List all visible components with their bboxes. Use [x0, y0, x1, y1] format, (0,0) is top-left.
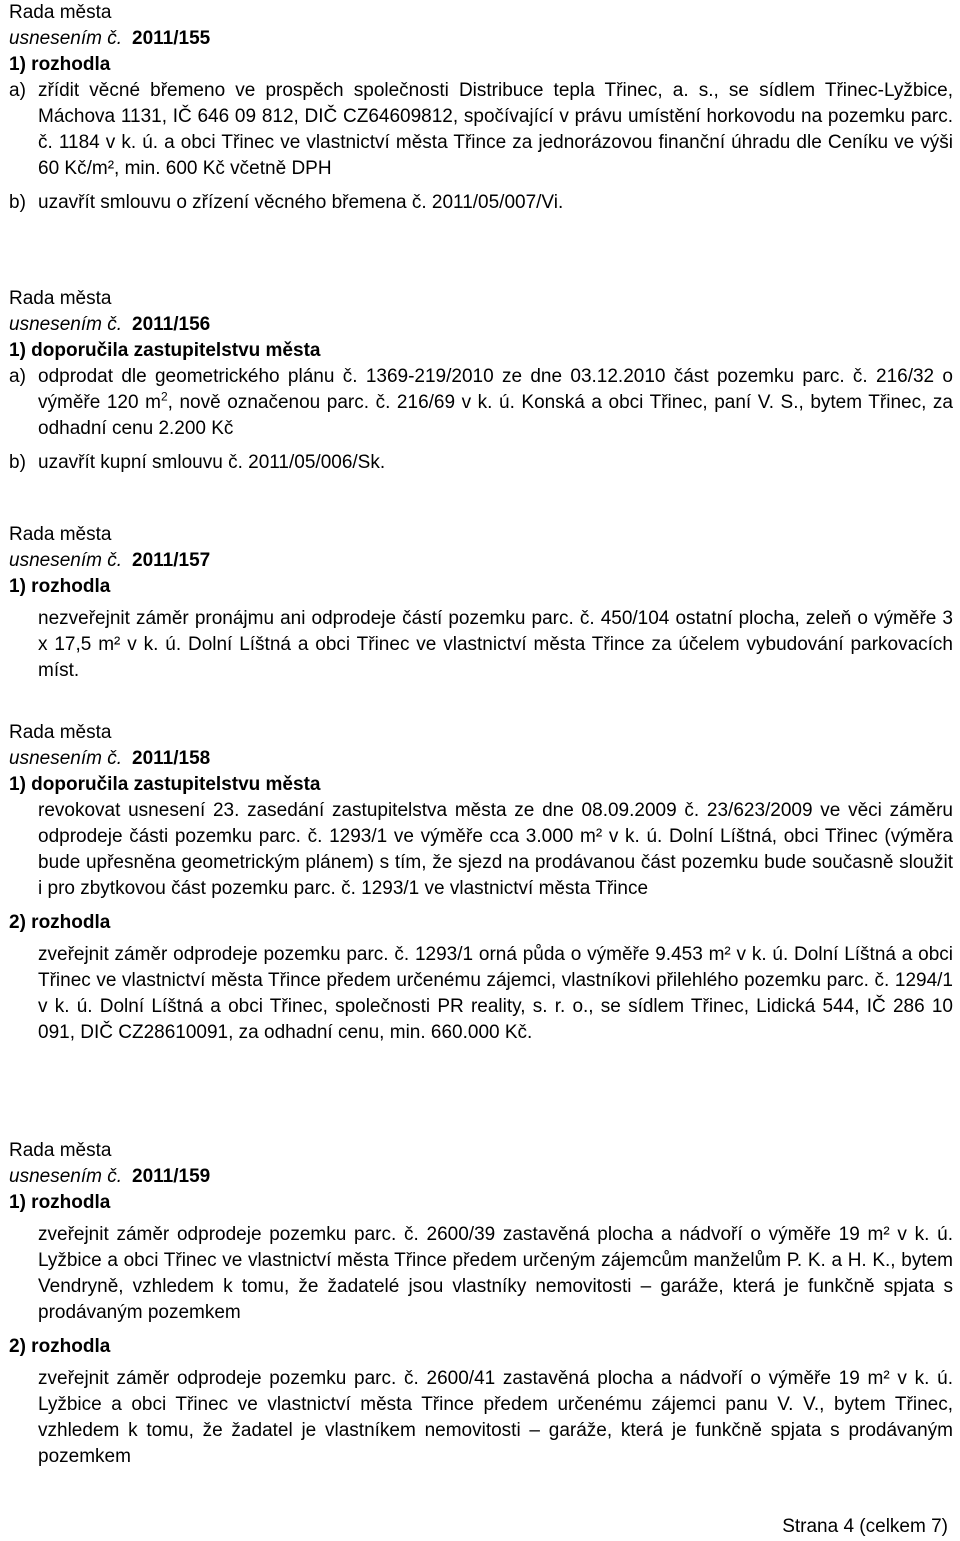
item-text: uzavřít smlouvu o zřízení věcného břemena č. 2011/05/007/Vi. — [38, 192, 564, 213]
item-text: zřídit věcné břemeno ve prospěch společnosti Distribuce tepla Třinec, a. s., se sídlem Třinec-Lyžbice, Máchova 1131, IČ 646 09 812, DIČ CZ64609812, spočívající v právu umístění horkovodu na pozemku parc. č. 1184 v k. ú. a obci Třinec ve vlastnictví města Třince za jednorázovou finanční úhradu dle Ceníku ve výši 60 Kč/m², min. 600 Kč včetně DPH — [38, 80, 953, 179]
resolution-number: usnesením č. 2011/159 — [9, 1166, 211, 1187]
council-label: Rada města — [9, 722, 112, 743]
decision-text: zveřejnit záměr odprodeje pozemku parc. č. 1293/1 orná půda o výměře 9.453 m² v k. ú. Dolní Líštná a obci Třinec ve vlastnictví města Třince předem určenému zájemci, vlastníkovi přilehlého pozemku parc. č. 1294/1 v k. ú. Dolní Líštná a obci Třinec, společnosti PR reality, s. r. o., se sídlem Třinec, Lidická 544, IČ 286 10 091, DIČ CZ28610091, za odhadní cenu, min. 660.000 Kč. — [38, 944, 953, 1043]
decision-heading: 1) rozhodla — [9, 54, 111, 75]
resolution-2011-157 — [9, 522, 953, 684]
council-label: Rada města — [9, 288, 112, 309]
resolution-number: usnesením č. 2011/158 — [9, 748, 211, 769]
decision-text: revokovat usnesení 23. zasedání zastupitelstva města ze dne 08.09.2009 č. 23/623/2009 ve věci záměru odprodeje části pozemku parc. č. 1293/1 ve výměře cca 3.000 m² v k. ú. Dolní Líštná, obci Třinec (výměra bude upřesněna geometrickým plánem) s tím, že sjezd na prodávanou část pozemku bude současně sloužit i pro zbytkovou část pozemku parc. č. 1293/1 ve vlastnictví města Třince — [38, 800, 953, 899]
decision-text: zveřejnit záměr odprodeje pozemku parc. č. 2600/41 zastavěná plocha a nádvoří o výměře 19 m² v k. ú. Lyžbice a obci Třinec ve vlastnictví města Třince předem určenému zájemci panu V. V., bytem Třinec, vzhledem k tomu, že žadatel je vlastníkem nemovitosti – garáže, která je funkčně spjata s prodávaným pozemkem — [38, 1368, 953, 1467]
decision-heading: 1) rozhodla — [9, 576, 111, 597]
decision-heading: 2) rozhodla — [9, 912, 111, 933]
item-text: uzavřít kupní smlouvu č. 2011/05/006/Sk. — [38, 452, 386, 473]
resolution-2011-155 — [9, 0, 953, 216]
decision-text: zveřejnit záměr odprodeje pozemku parc. č. 2600/39 zastavěná plocha a nádvoří o výměře 19 m² v k. ú. Lyžbice a obci Třinec ve vlastnictví města Třince předem určeným zájemcům manželům P. K. a H. K., bytem Vendryně, vzhledem k tomu, že žadatelé jsou vlastníky nemovitosti – garáže, která je funkčně spjata s prodávaným pozemkem — [38, 1224, 953, 1323]
item-text: odprodat dle geometrického plánu č. 1369-219/2010 ze dne 03.12.2010 část pozemku parc. č. 216/32 o výměře 120 $m^2$, nově označenou parc. č. 216/69 v k. ú. Konská a obci Třinec, paní V. S., bytem Třinec, za odhadní cenu 2.200 Kč — [38, 366, 953, 439]
resolution-number: usnesením č. 2011/155 — [9, 28, 211, 49]
resolution-item-a: a) odprodat dle geometrického plánu č. 1369-219/2010 ze dne 03.12.2010 část pozemku parc. č. 216/32 o výměře 120 $m^2$, nově označenou parc. č. 216/69 v k. ú. Konská a obci Třinec, paní V. S., bytem Třinec, za odhadní cenu 2.200 Kč — [9, 366, 953, 439]
council-label: Rada města — [9, 1140, 112, 1161]
resolution-item-b: b) uzavřít kupní smlouvu č. 2011/05/006/Sk. — [9, 452, 386, 473]
council-label: Rada města — [9, 524, 112, 545]
resolution-number: usnesením č. 2011/157 — [9, 550, 211, 571]
decision-heading: 1) doporučila zastupitelstvu města — [9, 774, 321, 795]
decision-heading: 1) doporučila zastupitelstvu města — [9, 340, 321, 361]
resolution-2011-159 — [9, 1138, 953, 1470]
decision-text: nezveřejnit záměr pronájmu ani odprodeje částí pozemku parc. č. 450/104 ostatní plocha, zeleň o výměře 3 x 17,5 m² v k. ú. Dolní Líštná a obci Třinec ve vlastnictví města Třince za účelem vybudování parkovacích míst. — [38, 608, 953, 681]
resolution-item-b: b) uzavřít smlouvu o zřízení věcného břemena č. 2011/05/007/Vi. — [9, 192, 564, 213]
council-label: Rada města — [9, 2, 112, 23]
resolution-number: usnesením č. 2011/156 — [9, 314, 211, 335]
decision-heading: 2) rozhodla — [9, 1336, 111, 1357]
resolution-2011-156 — [9, 286, 953, 476]
decision-heading: 1) rozhodla — [9, 1192, 111, 1213]
resolution-item-a: a) zřídit věcné břemeno ve prospěch společnosti Distribuce tepla Třinec, a. s., se sídlem Třinec-Lyžbice, Máchova 1131, IČ 646 09 812, DIČ CZ64609812, spočívající v právu umístění horkovodu na pozemku parc. č. 1184 v k. ú. a obci Třinec ve vlastnictví města Třince za jednorázovou finanční úhradu dle Ceníku ve výši 60 Kč/m², min. 600 Kč včetně DPH — [9, 80, 953, 179]
page-number: Strana 4 (celkem 7) — [782, 1516, 948, 1537]
resolution-2011-158 — [9, 720, 953, 1046]
